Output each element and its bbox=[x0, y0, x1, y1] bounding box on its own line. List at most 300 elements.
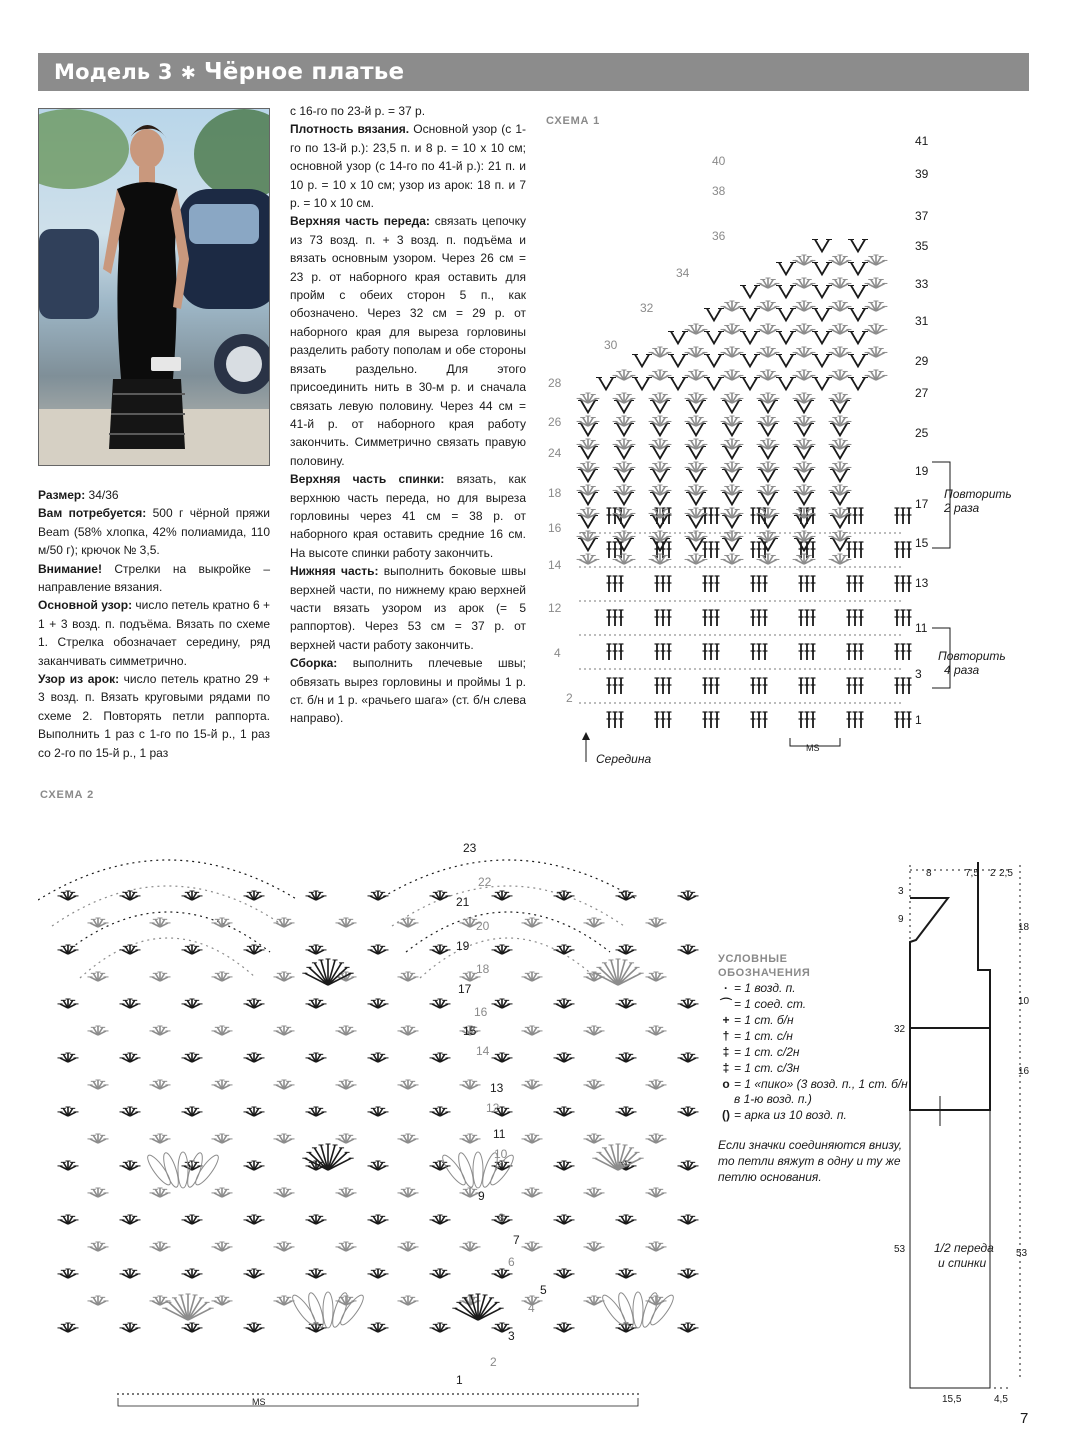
shell-fan-icon bbox=[577, 416, 600, 426]
shell-fan-icon bbox=[273, 1026, 294, 1035]
v-stitch-icon bbox=[740, 286, 760, 298]
double-crochet-group-icon bbox=[655, 712, 672, 728]
shell-fan-icon bbox=[829, 301, 852, 311]
shell-fan-icon bbox=[829, 416, 852, 426]
shell-fan-icon bbox=[335, 1242, 356, 1251]
shell-fan-icon bbox=[757, 554, 780, 564]
front-value: связать цепочку из 73 возд. п. + 3 возд. п. подъёма и вязать основным узором. Через 26 см = 23 р. от наборного края оставить для пройм с обеих сторон 5 п., как обозначено. Через 32 см = 29 р. от наборного края для выреза горловины разделить работу пополам и обе стороны вязать раздельно. Для этого присоединить нить в 30-м р. и сначала связать левую половину. Через 44 см = 41-й р. от наборного края работу закончить. Симметрично связать правую половину. bbox=[290, 214, 526, 468]
double-crochet-group-icon bbox=[895, 542, 912, 558]
shell-fan-icon bbox=[243, 1053, 264, 1062]
shell-fan-icon bbox=[721, 439, 744, 449]
shell-fan-icon bbox=[645, 1188, 666, 1197]
legend-symbol-icon: ‡ bbox=[722, 1061, 730, 1075]
front-paragraph bbox=[290, 212, 526, 470]
shell-fan-icon bbox=[429, 1323, 450, 1332]
shell-fan-icon bbox=[613, 439, 636, 449]
double-crochet-group-icon bbox=[703, 678, 720, 694]
row-number: 14 bbox=[476, 1044, 490, 1058]
shell-fan-icon bbox=[793, 301, 816, 311]
v-stitch-icon bbox=[668, 355, 688, 367]
double-crochet-group-icon bbox=[895, 508, 912, 524]
row-number: 7 bbox=[513, 1233, 520, 1247]
dimension-label: 2 bbox=[990, 868, 996, 879]
shell-fan-icon bbox=[677, 945, 698, 954]
shell-fan-icon bbox=[181, 945, 202, 954]
double-crochet-group-icon bbox=[751, 678, 768, 694]
size-value: 34/36 bbox=[85, 488, 119, 502]
row-number-right: 3 bbox=[915, 667, 922, 681]
shell-fan-icon bbox=[793, 347, 816, 357]
shell-fan-icon bbox=[521, 1188, 542, 1197]
row-number: 13 bbox=[490, 1081, 504, 1095]
shell-fan-icon bbox=[583, 1242, 604, 1251]
shell-fan-icon bbox=[305, 945, 326, 954]
main-pattern-value: число петель кратно 6 + 1 + 3 возд. п. подъёма. Вязать по схеме 1. Стрелка обозначает середину, ряд заканчивать симметрично. bbox=[38, 598, 271, 668]
shell-fan-icon bbox=[613, 531, 636, 541]
shell-fan-icon bbox=[649, 347, 672, 357]
shell-fan-icon bbox=[583, 1080, 604, 1089]
pattern-outline bbox=[910, 862, 990, 1028]
shell-fan-icon bbox=[829, 255, 852, 265]
arch-loop-icon bbox=[633, 1292, 643, 1328]
v-stitch-icon bbox=[776, 378, 796, 390]
main-pattern-paragraph bbox=[38, 596, 270, 670]
shell-fan-icon bbox=[649, 508, 672, 518]
v-stitch-icon bbox=[596, 378, 616, 390]
shell-fan-icon bbox=[211, 918, 232, 927]
shell-fan-icon bbox=[553, 1323, 574, 1332]
shell-fan-icon bbox=[149, 918, 170, 927]
shell-fan-icon bbox=[649, 554, 672, 564]
shell-fan-icon bbox=[793, 324, 816, 334]
shell-fan-icon bbox=[491, 945, 512, 954]
model-photo bbox=[38, 108, 270, 466]
double-crochet-group-icon bbox=[799, 644, 816, 660]
shell-fan-icon bbox=[273, 1296, 294, 1305]
shell-fan-icon bbox=[243, 1323, 264, 1332]
shell-fan-icon bbox=[119, 999, 140, 1008]
shell-fan-icon bbox=[149, 1296, 170, 1305]
star-icon: ✱ bbox=[180, 63, 197, 84]
shell-fan-icon bbox=[685, 370, 708, 380]
density-label: Плотность вязания. bbox=[290, 122, 410, 137]
shell-fan-icon bbox=[243, 1107, 264, 1116]
shell-fan-icon bbox=[757, 347, 780, 357]
shell-fan-icon bbox=[829, 370, 852, 380]
shell-fan-icon bbox=[521, 1080, 542, 1089]
shell-fan-icon bbox=[583, 918, 604, 927]
shell-fan-icon bbox=[829, 554, 852, 564]
v-stitch-icon bbox=[812, 309, 832, 321]
main-pattern-label: Основной узор: bbox=[38, 598, 133, 613]
shell-fan-icon bbox=[793, 508, 816, 518]
shell-fan-icon bbox=[273, 1188, 294, 1197]
shell-fan-icon bbox=[57, 1161, 78, 1170]
shell-fan-icon bbox=[721, 370, 744, 380]
shell-fan-icon bbox=[649, 462, 672, 472]
double-crochet-group-icon bbox=[703, 542, 720, 558]
density-paragraph bbox=[290, 120, 526, 212]
double-crochet-group-icon bbox=[799, 678, 816, 694]
shell-fan-icon bbox=[87, 1242, 108, 1251]
double-crochet-group-icon bbox=[895, 644, 912, 660]
legend-text: = арка из 10 возд. п. bbox=[734, 1108, 847, 1122]
repeat-label-top: Повторить bbox=[944, 487, 1012, 501]
front-label: Верхняя часть переда: bbox=[290, 214, 430, 229]
shell-fan-icon bbox=[459, 1242, 480, 1251]
row-number-right: 37 bbox=[915, 209, 929, 223]
row-number-left: 28 bbox=[548, 376, 562, 390]
row-number: 12 bbox=[486, 1101, 500, 1115]
shell-fan-icon bbox=[649, 416, 672, 426]
shell-fan-icon bbox=[521, 972, 542, 981]
shell-fan-icon bbox=[577, 393, 600, 403]
shell-fan-icon bbox=[119, 945, 140, 954]
page-title bbox=[54, 59, 404, 85]
shell-fan-icon bbox=[429, 999, 450, 1008]
shell-fan-icon bbox=[429, 891, 450, 900]
lower-paragraph bbox=[290, 562, 526, 654]
photo-illustration bbox=[39, 109, 270, 466]
v-stitch-icon bbox=[812, 355, 832, 367]
shell-fan-icon bbox=[592, 959, 643, 985]
shell-fan-icon bbox=[793, 255, 816, 265]
shell-fan-icon bbox=[865, 347, 888, 357]
double-crochet-group-icon bbox=[847, 576, 864, 592]
shell-fan-icon bbox=[491, 999, 512, 1008]
shell-fan-icon bbox=[793, 485, 816, 495]
shell-fan-icon bbox=[459, 1134, 480, 1143]
shell-fan-icon bbox=[491, 1053, 512, 1062]
shell-fan-icon bbox=[757, 278, 780, 288]
row-number-right: 13 bbox=[915, 576, 929, 590]
row-number: 19 bbox=[456, 939, 470, 953]
shell-fan-icon bbox=[829, 531, 852, 541]
shell-fan-icon bbox=[553, 1215, 574, 1224]
row-number-left: 4 bbox=[554, 646, 561, 660]
legend-text: = 1 ст. с/2н bbox=[734, 1045, 800, 1059]
shell-fan-icon bbox=[87, 972, 108, 981]
legend-text: = 1 соед. ст. bbox=[734, 997, 807, 1011]
shell-fan-icon bbox=[397, 1296, 418, 1305]
shell-fan-icon bbox=[57, 1053, 78, 1062]
shell-fan-icon bbox=[491, 891, 512, 900]
arch-loop-icon bbox=[289, 1292, 318, 1327]
row-number-left: 36 bbox=[712, 229, 726, 243]
shell-fan-icon bbox=[865, 278, 888, 288]
shell-fan-icon bbox=[649, 531, 672, 541]
v-stitch-icon bbox=[668, 378, 688, 390]
shell-fan-icon bbox=[553, 1161, 574, 1170]
shell-fan-icon bbox=[865, 370, 888, 380]
shell-fan-icon bbox=[273, 1080, 294, 1089]
v-stitch-icon bbox=[776, 309, 796, 321]
shell-fan-icon bbox=[613, 370, 636, 380]
shell-fan-icon bbox=[649, 485, 672, 495]
shell-fan-icon bbox=[685, 347, 708, 357]
shell-fan-icon bbox=[677, 1053, 698, 1062]
row-number-right: 11 bbox=[915, 621, 928, 635]
repeat-label-bottom: Повторить bbox=[938, 649, 1006, 663]
arch-pattern-paragraph bbox=[38, 670, 270, 762]
v-stitch-icon bbox=[740, 378, 760, 390]
shell-fan-icon bbox=[211, 1296, 232, 1305]
back-label: Верхняя часть спинки: bbox=[290, 472, 445, 487]
v-stitch-icon bbox=[668, 332, 688, 344]
shell-fan-icon bbox=[211, 1188, 232, 1197]
shell-fan-icon bbox=[649, 370, 672, 380]
shell-fan-icon bbox=[829, 485, 852, 495]
row-number: 20 bbox=[476, 919, 490, 933]
row-number-right: 25 bbox=[915, 426, 929, 440]
shell-fan-icon bbox=[367, 1161, 388, 1170]
shell-fan-icon bbox=[87, 1188, 108, 1197]
shell-fan-icon bbox=[335, 918, 356, 927]
shell-fan-icon bbox=[793, 462, 816, 472]
header-bar bbox=[38, 53, 1029, 91]
shell-fan-icon bbox=[57, 999, 78, 1008]
row-number-right: 33 bbox=[915, 277, 929, 291]
shell-fan-icon bbox=[677, 891, 698, 900]
ms-label: MS bbox=[252, 1397, 266, 1407]
shell-fan-icon bbox=[553, 1269, 574, 1278]
shell-fan-icon bbox=[577, 508, 600, 518]
row-number-left: 30 bbox=[604, 338, 618, 352]
shell-fan-icon bbox=[757, 324, 780, 334]
legend-symbol-icon: · bbox=[724, 981, 728, 995]
lower-label: Нижняя часть: bbox=[290, 564, 379, 579]
shell-fan-icon bbox=[613, 485, 636, 495]
v-stitch-icon bbox=[812, 378, 832, 390]
arch-loop-icon bbox=[473, 1152, 483, 1188]
dimension-label: 8 bbox=[926, 868, 932, 879]
shell-fan-icon bbox=[367, 999, 388, 1008]
shell-fan-icon bbox=[211, 1242, 232, 1251]
shell-fan-icon bbox=[429, 1215, 450, 1224]
shell-fan-icon bbox=[521, 1026, 542, 1035]
shell-fan-icon bbox=[429, 1053, 450, 1062]
double-crochet-group-icon bbox=[895, 576, 912, 592]
shell-fan-icon bbox=[577, 439, 600, 449]
shell-fan-icon bbox=[685, 554, 708, 564]
shell-fan-icon bbox=[119, 1107, 140, 1116]
row-number-right: 27 bbox=[915, 386, 929, 400]
shell-fan-icon bbox=[57, 1269, 78, 1278]
row-number-right: 15 bbox=[915, 536, 929, 550]
row-number: 11 bbox=[493, 1127, 506, 1141]
pattern-outline bbox=[910, 1028, 990, 1110]
shell-fan-icon bbox=[615, 1107, 636, 1116]
row-number: 16 bbox=[474, 1005, 488, 1019]
shell-fan-icon bbox=[87, 1080, 108, 1089]
double-crochet-group-icon bbox=[607, 644, 624, 660]
shell-fan-icon bbox=[459, 1080, 480, 1089]
schema1-diagram bbox=[540, 120, 1030, 770]
arch-row bbox=[420, 938, 596, 978]
shell-fan-icon bbox=[613, 393, 636, 403]
shell-fan-icon bbox=[87, 1026, 108, 1035]
shell-fan-icon bbox=[721, 554, 744, 564]
shell-fan-icon bbox=[677, 1323, 698, 1332]
legend-text: = 1 ст. с/н bbox=[734, 1029, 793, 1043]
arch-loop-icon bbox=[144, 1152, 173, 1187]
dimension-label: 9 bbox=[898, 914, 904, 925]
shell-fan-icon bbox=[397, 1026, 418, 1035]
shell-fan-icon bbox=[211, 1026, 232, 1035]
row-number-left: 18 bbox=[548, 486, 562, 500]
lower-value: выполнить боковые швы верхней части, по нижнему краю верхней части вязать узором из арок (= 5 раппортов). Через 53 см = 37 р. от верхней части работу закончить. bbox=[290, 564, 527, 652]
ms-label: MS bbox=[806, 743, 820, 753]
shell-fan-icon bbox=[491, 1269, 512, 1278]
shell-fan-icon bbox=[721, 485, 744, 495]
legend-symbol-icon: + bbox=[722, 1013, 730, 1027]
row-number-left: 16 bbox=[548, 521, 562, 535]
shell-fan-icon bbox=[243, 1269, 264, 1278]
legend-title-2: ОБОЗНАЧЕНИЯ bbox=[718, 967, 811, 979]
shell-fan-icon bbox=[367, 1107, 388, 1116]
row-number-left: 14 bbox=[548, 558, 562, 572]
shell-fan-icon bbox=[243, 945, 264, 954]
row-number: 17 bbox=[458, 982, 472, 996]
shell-fan-icon bbox=[553, 999, 574, 1008]
row-number-right: 39 bbox=[915, 167, 929, 181]
shell-fan-icon bbox=[57, 1323, 78, 1332]
assembly-paragraph bbox=[290, 654, 526, 728]
shell-fan-icon bbox=[87, 1134, 108, 1143]
shell-fan-icon bbox=[429, 1107, 450, 1116]
row-number-right: 1 bbox=[915, 713, 922, 727]
row-number-right: 31 bbox=[915, 314, 929, 328]
shell-fan-icon bbox=[793, 531, 816, 541]
shell-fan-icon bbox=[211, 972, 232, 981]
shell-fan-icon bbox=[757, 301, 780, 311]
double-crochet-group-icon bbox=[655, 678, 672, 694]
legend-text: = 1 возд. п. bbox=[734, 981, 796, 995]
shell-fan-icon bbox=[521, 918, 542, 927]
shell-fan-icon bbox=[757, 462, 780, 472]
dimension-label: 7,5 bbox=[965, 868, 979, 879]
arch-row bbox=[378, 860, 638, 900]
shell-fan-icon bbox=[685, 531, 708, 541]
shell-fan-icon bbox=[583, 1134, 604, 1143]
shell-fan-icon bbox=[685, 508, 708, 518]
v-stitch-icon bbox=[776, 355, 796, 367]
shell-fan-icon bbox=[615, 1215, 636, 1224]
v-stitch-icon bbox=[704, 378, 724, 390]
v-stitch-icon bbox=[704, 355, 724, 367]
legend-text: = 1 ст. с/3н bbox=[734, 1061, 800, 1075]
shell-fan-icon bbox=[243, 1215, 264, 1224]
v-stitch-icon bbox=[776, 263, 796, 275]
row-number-right: 17 bbox=[915, 497, 929, 511]
v-stitch-icon bbox=[848, 332, 868, 344]
shell-fan-icon bbox=[685, 393, 708, 403]
shell-fan-icon bbox=[613, 462, 636, 472]
shell-fan-icon bbox=[677, 1161, 698, 1170]
schema2-label: СХЕМА 2 bbox=[40, 789, 95, 801]
shell-fan-icon bbox=[685, 462, 708, 472]
shell-fan-icon bbox=[149, 1080, 170, 1089]
shell-fan-icon bbox=[829, 347, 852, 357]
shell-fan-icon bbox=[721, 324, 744, 334]
back-value: вязать, как верхнюю часть переда, но для выреза горловины через 41 см = 38 р. от наборного края оставить средние 16 см. На высоте спинки работу закончить. bbox=[290, 472, 526, 560]
shell-fan-icon bbox=[757, 393, 780, 403]
shell-fan-icon bbox=[273, 1134, 294, 1143]
shell-fan-icon bbox=[793, 554, 816, 564]
shell-fan-icon bbox=[243, 999, 264, 1008]
text-column-middle bbox=[290, 102, 526, 728]
shell-fan-icon bbox=[305, 891, 326, 900]
dimension-label: 32 bbox=[894, 1024, 906, 1035]
schema2-diagram bbox=[38, 800, 738, 1410]
page-number: 7 bbox=[1020, 1410, 1029, 1427]
double-crochet-group-icon bbox=[847, 644, 864, 660]
shell-fan-icon bbox=[305, 1107, 326, 1116]
shell-fan-icon bbox=[685, 485, 708, 495]
shell-fan-icon bbox=[305, 999, 326, 1008]
shell-fan-icon bbox=[305, 1269, 326, 1278]
legend-title-1: УСЛОВНЫЕ bbox=[718, 953, 788, 965]
shell-fan-icon bbox=[181, 1107, 202, 1116]
shell-fan-icon bbox=[829, 324, 852, 334]
double-crochet-group-icon bbox=[703, 576, 720, 592]
shell-fan-icon bbox=[615, 1269, 636, 1278]
v-stitch-icon bbox=[812, 263, 832, 275]
arch-pattern-continued: с 16-го по 23-й р. = 37 р. bbox=[290, 104, 426, 118]
v-stitch-icon bbox=[632, 355, 652, 367]
shell-fan-icon bbox=[162, 1294, 213, 1320]
row-number: 15 bbox=[463, 1024, 477, 1038]
dimension-label: 3 bbox=[898, 886, 904, 897]
yarn-paragraph bbox=[38, 504, 270, 559]
piece-label-2: и спинки bbox=[938, 1256, 987, 1270]
dimension-label: 53 bbox=[1016, 1248, 1028, 1259]
double-crochet-group-icon bbox=[607, 678, 624, 694]
shell-fan-icon bbox=[397, 1242, 418, 1251]
shell-fan-icon bbox=[757, 370, 780, 380]
row-number-left: 38 bbox=[712, 184, 726, 198]
v-stitch-icon bbox=[740, 309, 760, 321]
shell-fan-icon bbox=[397, 1080, 418, 1089]
legend-note: Если значки соединяются внизу, то петли вяжут в одну и ту же петлю основания. bbox=[718, 1138, 903, 1184]
shell-fan-icon bbox=[553, 891, 574, 900]
row-number: 4 bbox=[528, 1301, 535, 1315]
double-crochet-group-icon bbox=[703, 644, 720, 660]
shell-fan-icon bbox=[865, 324, 888, 334]
shell-fan-icon bbox=[793, 278, 816, 288]
v-stitch-icon bbox=[848, 263, 868, 275]
v-stitch-icon bbox=[776, 332, 796, 344]
v-stitch-icon bbox=[812, 240, 832, 252]
shell-fan-icon bbox=[429, 945, 450, 954]
shell-fan-icon bbox=[615, 1053, 636, 1062]
v-stitch-icon bbox=[848, 240, 868, 252]
shell-fan-icon bbox=[57, 891, 78, 900]
shell-fan-icon bbox=[149, 1242, 170, 1251]
v-stitch-icon bbox=[704, 332, 724, 344]
shell-fan-icon bbox=[721, 508, 744, 518]
shell-fan-icon bbox=[865, 301, 888, 311]
yarn-label: Вам потребуется: bbox=[38, 506, 147, 521]
double-crochet-group-icon bbox=[799, 576, 816, 592]
shell-fan-icon bbox=[243, 1161, 264, 1170]
shell-fan-icon bbox=[305, 1053, 326, 1062]
shell-fan-icon bbox=[367, 1215, 388, 1224]
legend-symbol-icon: () bbox=[722, 1108, 730, 1122]
legend-symbol-icon: ο bbox=[722, 1077, 730, 1091]
double-crochet-group-icon bbox=[607, 610, 624, 626]
shell-fan-icon bbox=[793, 439, 816, 449]
